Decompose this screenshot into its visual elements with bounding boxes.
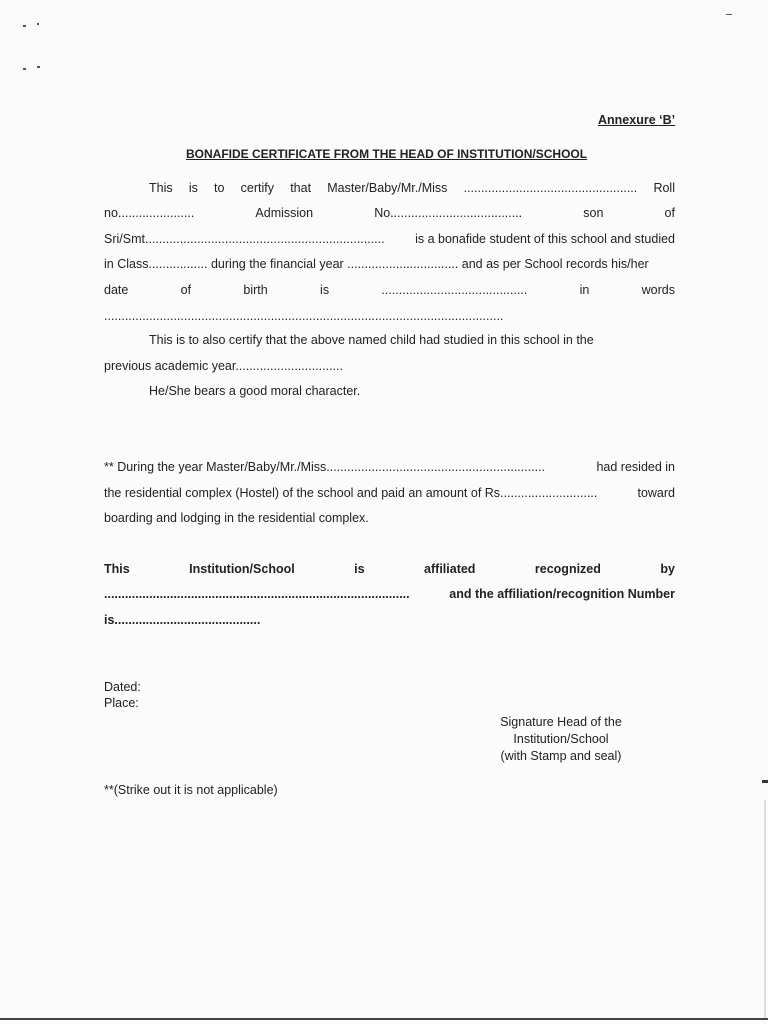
place-label: Place: [104,696,139,710]
dob-words-blank: ................................................................................................................... [104,309,504,323]
word: and the affiliation/recognition Number [449,587,675,601]
hostel-name-blank: ** During the year Master/Baby/Mr./Miss............................................................... [104,460,546,474]
scan-speck [726,14,732,15]
signature-line3: (with Stamp and seal) [500,749,622,763]
para1-line3 [104,232,675,246]
word: recognized [534,562,601,576]
parent-name-blank: Sri/Smt..................................................................... [104,232,385,246]
scan-bottom-edge [0,1018,768,1020]
class-year-text: in Class................. during the financial year ................................ and as per School records his/her [104,257,649,271]
scan-edge-mark [762,780,768,783]
para3-line2 [104,486,675,500]
para4-line1 [104,562,675,576]
scan-edge-shadow [764,800,766,1020]
certificate-title: BONAFIDE CERTIFICATE FROM THE HEAD OF INSTITUTION/SCHOOL [186,147,588,161]
word: of [180,283,192,297]
word: is [188,181,198,195]
word: Admission [255,206,314,220]
annexure-label: Annexure ‘B’ [598,113,676,127]
word: had resided in [596,460,675,474]
word: that [290,181,312,195]
dated-label: Dated: [104,680,141,694]
word: is a bonafide student of this school and studied [415,232,675,246]
admission-no-blank: No...................................... [374,206,523,220]
dob-blank: .......................................... [381,283,528,297]
word: toward [637,486,675,500]
boarding-text: boarding and lodging in the residential complex. [104,511,369,525]
signature-line2: Institution/School [513,732,609,746]
word: affiliated [424,562,476,576]
word: is [320,283,330,297]
word: Institution/School [189,562,295,576]
also-certify-text: This is to also certify that the above named child had studied in this school in the [149,333,594,347]
amount-blank: the residential complex (Hostel) of the school and paid an amount of Rs............................ [104,486,598,500]
previous-year-blank: previous academic year............................... [104,359,343,373]
blank-dots: .................................................. [463,181,638,195]
word: birth [243,283,268,297]
word: is [354,562,365,576]
para1-line1 [149,181,675,195]
word: in [579,283,590,297]
word: words [641,283,675,297]
scan-speck [23,25,26,27]
para2-line1 [149,333,675,347]
word: of [664,206,675,220]
para1-line5 [104,283,675,297]
signature-line1: Signature Head of the [500,715,622,729]
moral-character-text: He/She bears a good moral character. [149,384,361,398]
para1-line4 [104,257,675,271]
scan-speck [37,23,39,25]
word: by [660,562,675,576]
word: certify [240,181,274,195]
recognition-number-blank: is.......................................... [104,613,261,627]
para3-line1 [104,460,675,474]
word: Master/Baby/Mr./Miss [327,181,448,195]
roll-no-blank: no...................... [104,206,195,220]
word: to [214,181,225,195]
word: This [104,562,130,576]
para1-line2 [104,206,675,220]
board-blank: ........................................................................................ [104,587,410,601]
word: Roll [653,181,675,195]
scan-speck [23,68,26,70]
word: This [149,181,173,195]
word: son [583,206,604,220]
scan-speck [37,66,40,68]
word: date [104,283,129,297]
para4-line2 [104,587,675,601]
footnote: **(Strike out it is not applicable) [104,783,278,797]
